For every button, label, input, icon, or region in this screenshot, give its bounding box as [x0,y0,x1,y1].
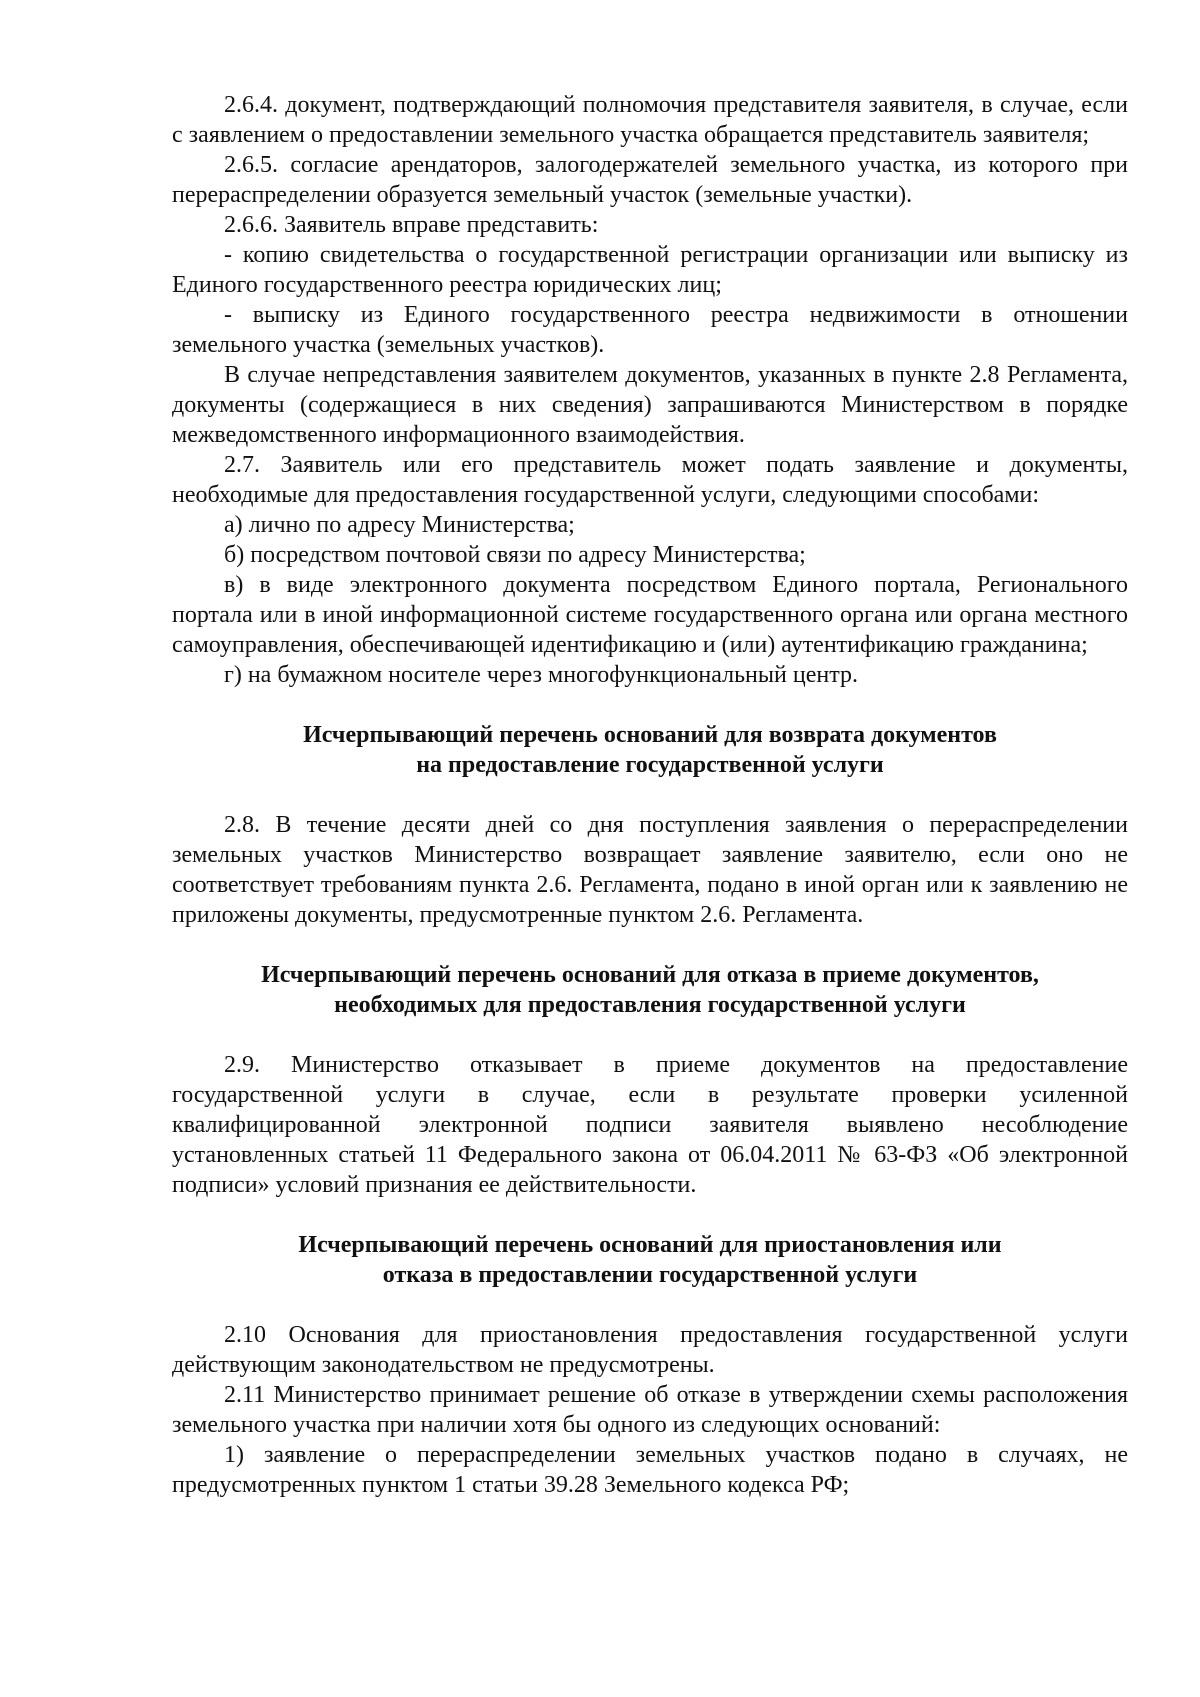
paragraph-2-8: 2.8. В течение десяти дней со дня поступления заявления о перераспределении земельных участков Министерство возвращает заявление заявителю, если оно не соответствует требованиям пункта 2.6. Регламента, подано в иной орган или к заявлению не приложены документы, предусмотренные пунктом 2.6. Регламента. [172,812,1128,928]
paragraph-2-6-6: 2.6.6. Заявитель вправе представить: [224,212,599,238]
list-item-g: г) на бумажном носителе через многофункциональный центр. [224,662,858,688]
spacer [172,780,1128,810]
list-item-registry-extract: - выписку из Единого государственного реестра недвижимости в отношении земельного участка (земельных участков). [172,302,1128,358]
list-item-1: 1) заявление о перераспределении земельных участков подано в случаях, не предусмотренных пунктом 1 статьи 39.28 Земельного кодекса РФ; [172,1442,1128,1498]
spacer [172,690,1128,720]
heading-line: Исчерпывающий перечень оснований для возврата документов [303,722,997,748]
section-heading-return [172,720,1128,780]
paragraph-2-11: 2.11 Министерство принимает решение об отказе в утверждении схемы расположения земельного участка при наличии хотя бы одного из следующих оснований: [172,1382,1128,1438]
paragraph-non-submission: В случае непредставления заявителем документов, указанных в пункте 2.8 Регламента, документы (содержащиеся в них сведения) запрашиваются Министерством в порядке межведомственного информационного взаимодействия. [172,362,1128,448]
list-item-a: а) лично по адресу Министерства; [224,512,575,538]
spacer [172,1020,1128,1050]
heading-line: Исчерпывающий перечень оснований для отказа в приеме документов, [261,962,1039,988]
section-heading-refusal-acceptance [172,960,1128,1020]
paragraph-2-9: 2.9. Министерство отказывает в приеме документов на предоставление государственной услуги в случае, если в результате проверки усиленной квалифицированной электронной подписи заявителя выявлено несоблюдение установленных статьей 11 Федерального закона от 06.04.2011 № 63-ФЗ «Об электронной подписи» условий признания ее действительности. [172,1052,1128,1198]
heading-line: Исчерпывающий перечень оснований для приостановления или [298,1232,1002,1258]
heading-line: необходимых для предоставления государственной услуги [334,992,966,1018]
section-heading-suspension [172,1230,1128,1290]
paragraph-2-6-4: 2.6.4. документ, подтверждающий полномочия представителя заявителя, в случае, если с заявлением о предоставлении земельного участка обращается представитель заявителя; [172,92,1128,148]
heading-line: на предоставление государственной услуги [416,752,884,778]
list-item-b: б) посредством почтовой связи по адресу Министерства; [224,542,806,568]
list-item-v: в) в виде электронного документа посредством Единого портала, Регионального портала или в иной информационной системе государственного органа или органа местного самоуправления, обеспечивающей идентификацию и (или) аутентификацию гражданина; [172,572,1128,658]
spacer [172,1200,1128,1230]
paragraph-2-7: 2.7. Заявитель или его представитель может подать заявление и документы, необходимые для предоставления государственной услуги, следующими способами: [172,452,1128,508]
list-item-certificate: - копию свидетельства о государственной регистрации организации или выписку из Единого государственного реестра юридических лиц; [172,242,1128,298]
spacer [172,1290,1128,1320]
paragraph-2-10: 2.10 Основания для приостановления предоставления государственной услуги действующим законодательством не предусмотрены. [172,1322,1128,1378]
spacer [172,930,1128,960]
paragraph-2-6-5: 2.6.5. согласие арендаторов, залогодержателей земельного участка, из которого при перераспределении образуется земельный участок (земельные участки). [172,152,1128,208]
heading-line: отказа в предоставлении государственной услуги [382,1262,918,1288]
document-page [172,90,1128,1500]
